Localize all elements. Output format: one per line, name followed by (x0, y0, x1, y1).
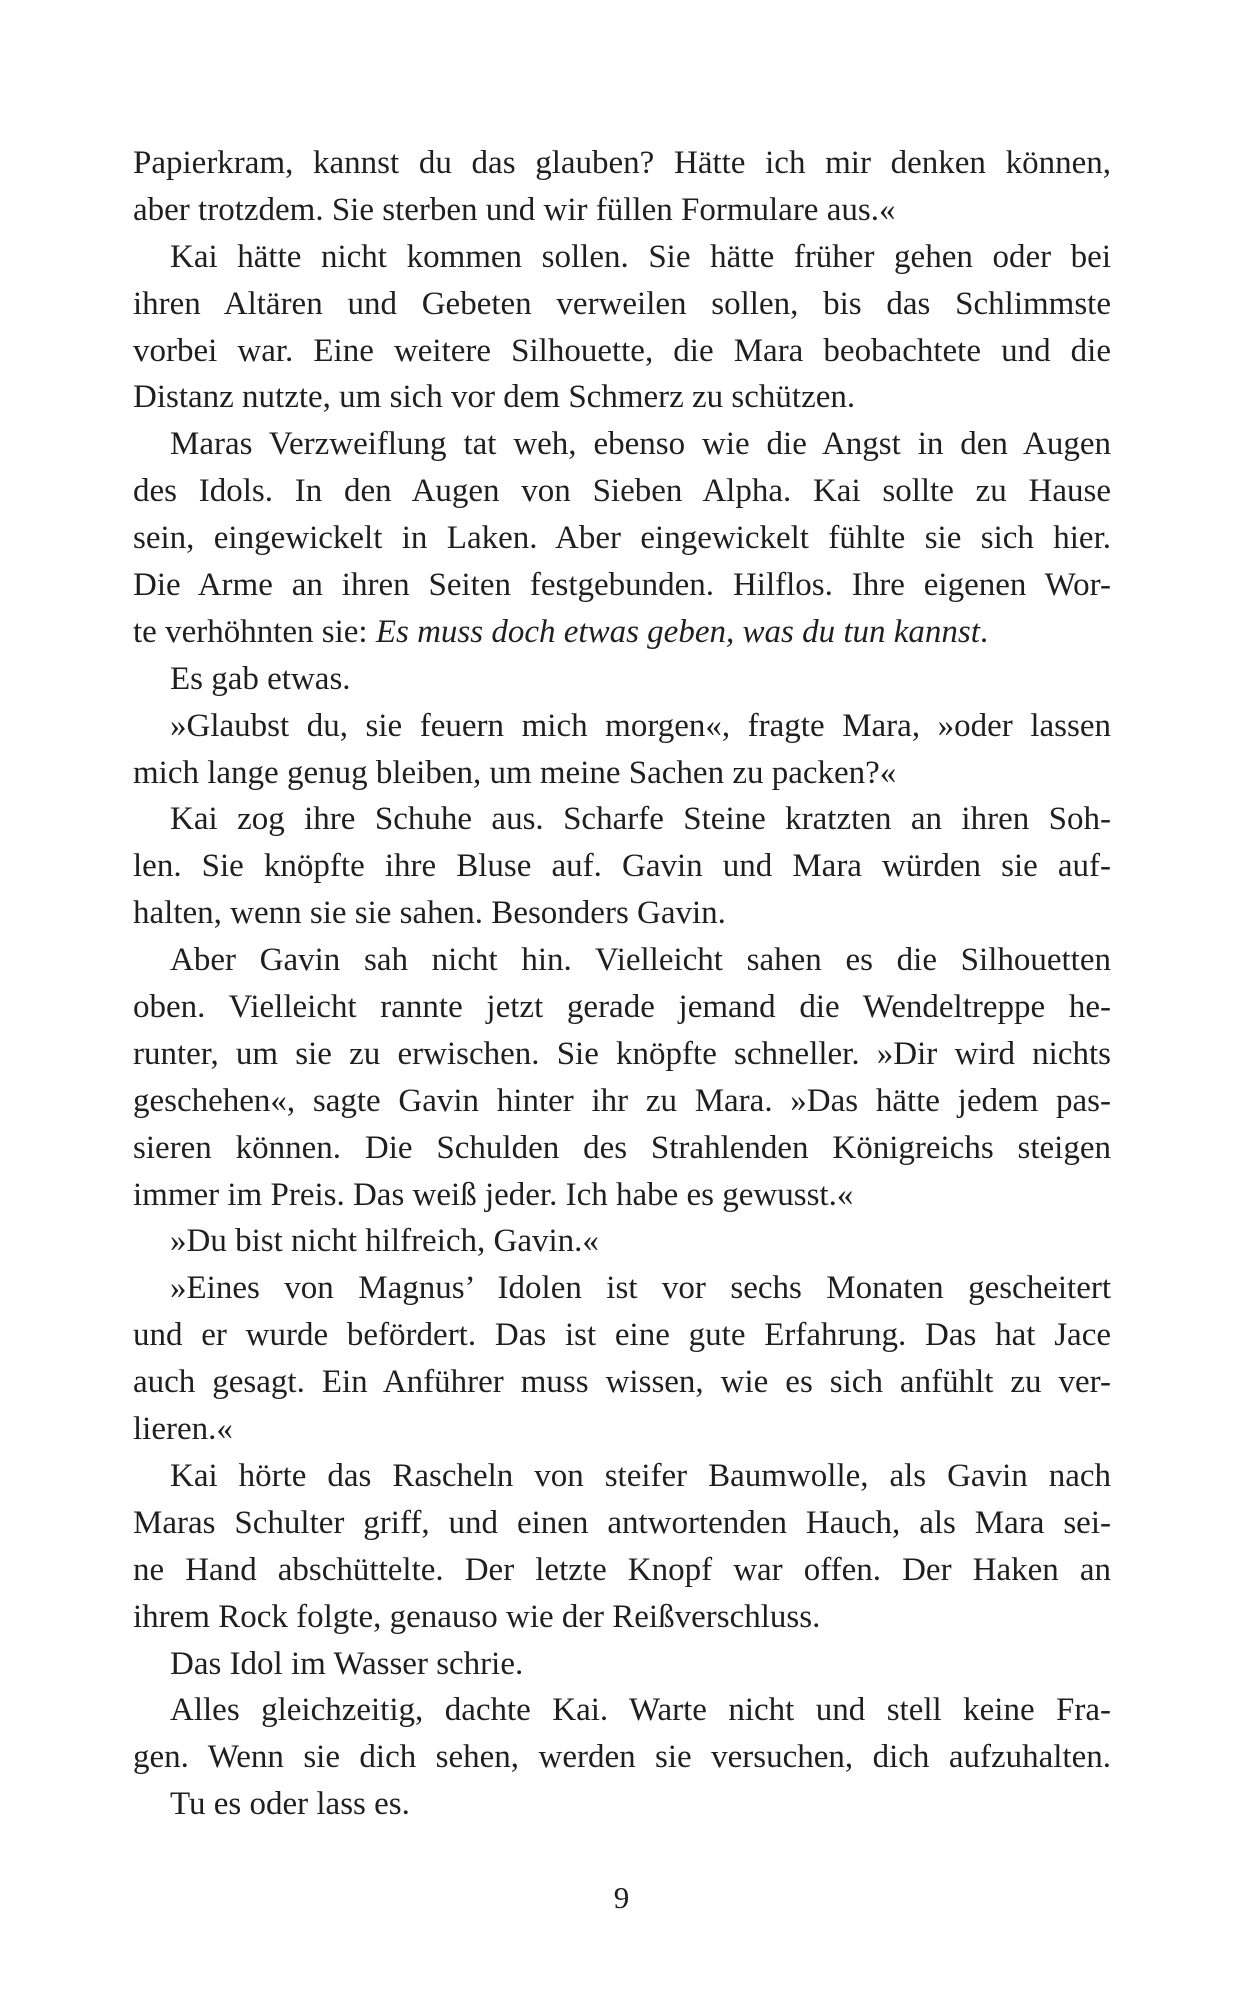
text-line (133, 1312, 1111, 1359)
line-text: Die Arme an ihren Seiten festgebunden. Hilflos. Ihre eigenen Wor- (133, 567, 1111, 604)
text-line (133, 328, 1111, 375)
line-text: lieren.« (133, 1411, 233, 1448)
text-line (133, 843, 1111, 890)
text-line (133, 796, 1111, 843)
text-line (133, 187, 1111, 234)
text-line (133, 984, 1111, 1031)
line-text: und er wurde befördert. Das ist eine gute Erfahrung. Das hat Jace (133, 1317, 1111, 1354)
text-line (133, 421, 1111, 468)
text-line (133, 1078, 1111, 1125)
text-line (133, 1172, 1111, 1219)
line-text: gen. Wenn sie dich sehen, werden sie versuchen, dich aufzuhalten. (133, 1739, 1111, 1776)
text-line (133, 515, 1111, 562)
line-text: Maras Verzweiflung tat weh, ebenso wie die Angst in den Augen (170, 426, 1111, 463)
text-line (133, 468, 1111, 515)
line-text: ihren Altären und Gebeten verweilen sollen, bis das Schlimmste (133, 285, 1111, 322)
text-line (133, 1687, 1111, 1734)
text-line (133, 1359, 1111, 1406)
book-page-text (133, 140, 1111, 1828)
text-line (133, 609, 1111, 656)
line-text: halten, wenn sie sie sahen. Besonders Gavin. (133, 895, 726, 932)
line-text: immer im Preis. Das weiß jeder. Ich habe es gewusst.« (133, 1176, 854, 1213)
text-line (133, 374, 1111, 421)
line-text: geschehen«, sagte Gavin hinter ihr zu Mara. »Das hätte jedem pas- (133, 1082, 1111, 1119)
text-line (133, 1406, 1111, 1453)
line-text: Maras Schulter griff, und einen antwortenden Hauch, als Mara sei- (133, 1504, 1111, 1541)
line-text: »Glaubst du, sie feuern mich morgen«, fragte Mara, »oder lassen (170, 707, 1111, 744)
text-line (133, 1031, 1111, 1078)
line-text: »Du bist nicht hilfreich, Gavin.« (170, 1223, 599, 1260)
line-text: len. Sie knöpfte ihre Bluse auf. Gavin und Mara würden sie auf- (133, 848, 1111, 885)
line-text: Alles gleichzeitig, dachte Kai. Warte nicht und stell keine Fra- (170, 1692, 1111, 1729)
text-line (133, 1500, 1111, 1547)
text-line (133, 1734, 1111, 1781)
line-text: vorbei war. Eine weitere Silhouette, die Mara beobachtete und die (133, 332, 1111, 369)
line-text: te verhöhnten sie: (133, 613, 376, 650)
text-line (133, 281, 1111, 328)
text-line (133, 1125, 1111, 1172)
line-text: Papierkram, kannst du das glauben? Hätte ich mir denken können, (133, 145, 1111, 181)
line-text: Es gab etwas. (170, 660, 351, 697)
text-line (133, 1547, 1111, 1594)
line-text: auch gesagt. Ein Anführer muss wissen, wie es sich anfühlt zu ver- (133, 1364, 1111, 1401)
line-italic-text: Es muss doch etwas geben, was du tun kannst (375, 613, 980, 650)
line-text: sieren können. Die Schulden des Strahlenden Königreichs steigen (133, 1129, 1111, 1166)
line-text: runter, um sie zu erwischen. Sie knöpfte schneller. »Dir wird nichts (133, 1035, 1111, 1072)
text-line (133, 234, 1111, 281)
text-line (133, 656, 1111, 703)
text-line (133, 1781, 1111, 1828)
line-text: Distanz nutzte, um sich vor dem Schmerz zu schützen. (133, 379, 856, 416)
line-text: mich lange genug bleiben, um meine Sachen zu packen?« (133, 754, 897, 791)
line-text: des Idols. In den Augen von Sieben Alpha. Kai sollte zu Hause (133, 473, 1111, 510)
line-text: Das Idol im Wasser schrie. (170, 1645, 524, 1682)
text-line (133, 140, 1111, 187)
text-line (133, 1218, 1111, 1265)
page-number: 9 (613, 1880, 630, 1915)
line-trailing-text: . (979, 613, 989, 650)
line-text: oben. Vielleicht rannte jetzt gerade jemand die Wendeltreppe he- (133, 989, 1111, 1026)
text-line (133, 562, 1111, 609)
text-line (133, 1453, 1111, 1500)
line-text: »Eines von Magnus’ Idolen ist vor sechs Monaten gescheitert (170, 1270, 1111, 1307)
line-text: Kai hörte das Rascheln von steifer Baumwolle, als Gavin nach (170, 1457, 1111, 1494)
line-text: Aber Gavin sah nicht hin. Vielleicht sahen es die Silhouetten (170, 942, 1111, 979)
text-line (133, 703, 1111, 750)
text-line (133, 890, 1111, 937)
line-text: Kai hätte nicht kommen sollen. Sie hätte früher gehen oder bei (170, 238, 1111, 275)
line-text: sein, eingewickelt in Laken. Aber eingewickelt fühlte sie sich hier. (133, 520, 1111, 557)
line-text: ne Hand abschüttelte. Der letzte Knopf war offen. Der Haken an (133, 1551, 1111, 1588)
text-line (133, 1641, 1111, 1688)
line-text: ihrem Rock folgte, genauso wie der Reißverschluss. (133, 1598, 821, 1635)
text-line (133, 1594, 1111, 1641)
line-text: Kai zog ihre Schuhe aus. Scharfe Steine kratzten an ihren Soh- (170, 801, 1111, 838)
text-line (133, 1265, 1111, 1312)
text-line (133, 750, 1111, 797)
line-text: Tu es oder lass es. (170, 1786, 410, 1823)
line-text: aber trotzdem. Sie sterben und wir füllen Formulare aus.« (133, 191, 896, 228)
text-line (133, 937, 1111, 984)
